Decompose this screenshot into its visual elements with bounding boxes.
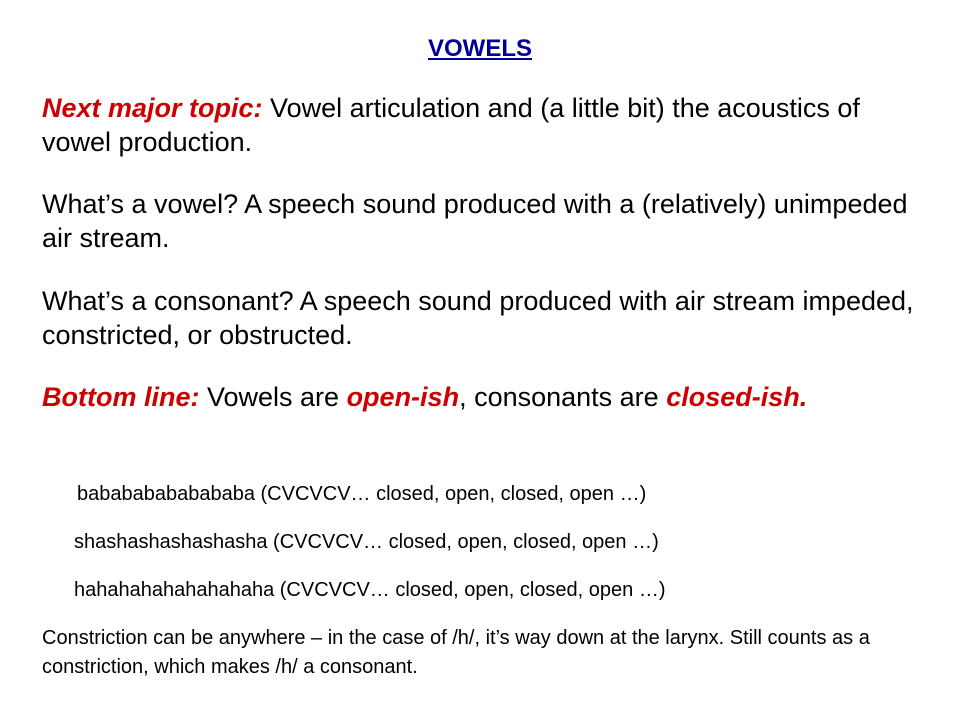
next-topic-lead: Next major topic: bbox=[42, 93, 263, 123]
bottom-line-lead: Bottom line: bbox=[42, 382, 200, 412]
paragraph-next-topic bbox=[42, 91, 932, 159]
slide-title: VOWELS bbox=[427, 35, 532, 62]
paragraph-bottom-line bbox=[42, 380, 932, 414]
closing-note: Constriction can be anywhere – in the case of /h/, it’s way down at the larynx. Still counts as a constriction, which makes /h/ a consonant. bbox=[42, 627, 870, 678]
open-ish-emphasis: open-ish bbox=[346, 382, 460, 412]
paragraph-consonant-definition: What’s a consonant? A speech sound produced with air stream impeded, constricted, or obstructed. bbox=[42, 286, 914, 350]
example-ha: hahahahahahahahaha (CVCVCV… closed, open, closed, open …) bbox=[74, 579, 666, 601]
bottom-line-text-1: Vowels are bbox=[199, 382, 347, 412]
closed-ish-emphasis: closed-ish. bbox=[666, 382, 808, 412]
example-ba: babababababababa (CVCVCV… closed, open, closed, open …) bbox=[77, 483, 647, 505]
example-sha: shashashashashasha (CVCVCV… closed, open, closed, open …) bbox=[74, 531, 659, 553]
bottom-line-text-2: , consonants are bbox=[459, 382, 667, 412]
next-topic-text: Vowel articulation and (a little bit) the acoustics of vowel production. bbox=[42, 93, 860, 157]
paragraph-vowel-definition: What’s a vowel? A speech sound produced with a (relatively) unimpeded air stream. bbox=[42, 189, 908, 253]
